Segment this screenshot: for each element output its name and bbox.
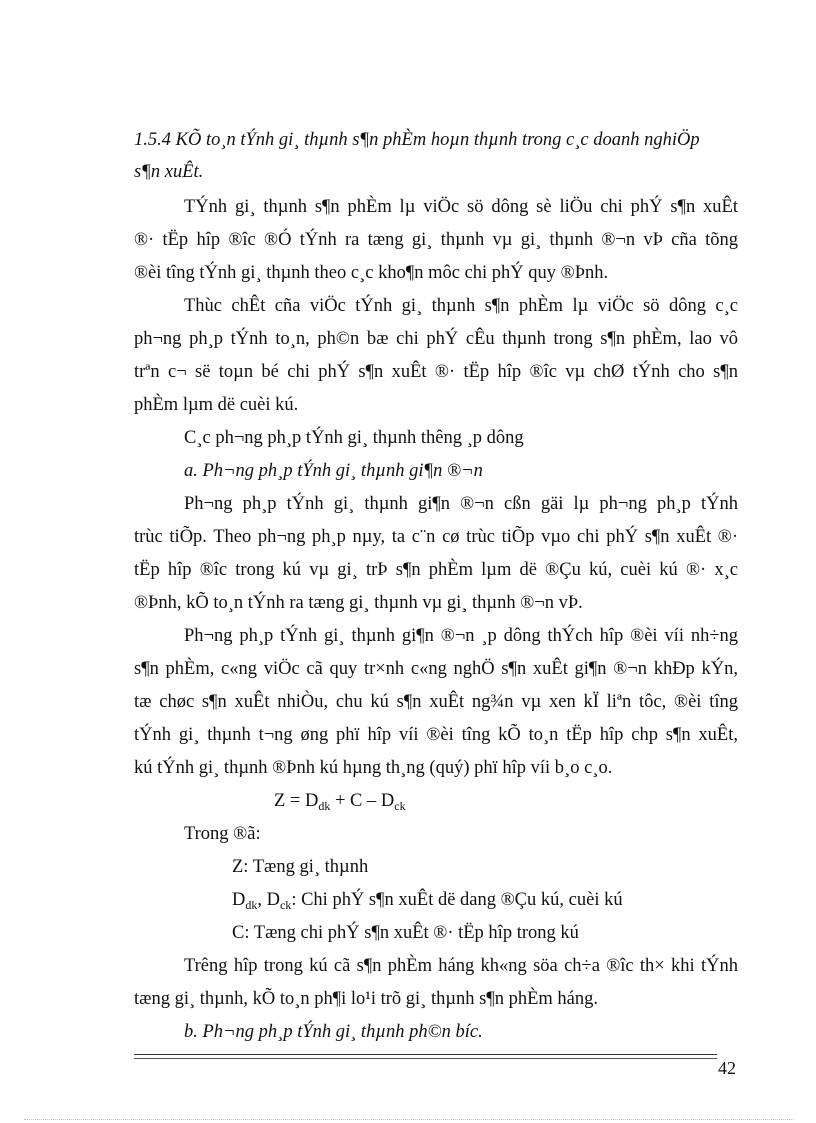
para2-line-4: phÈm lµm dë cuèi kú. [134,395,299,415]
para4-line-1: Ph¬ng ph¸p tÝnh gi¸ thµnh gi¶n ®¬n cßn gäi lµ ph¬ng ph¸p tÝnh [184,494,738,514]
para6-line-1: Trêng hîp trong kú cã s¶n phÈm háng kh«ng söa ch÷a ®îc th× khi tÝnh [184,956,738,976]
definition-c: C: Tæng chi phÝ s¶n xuÊt ®· tËp hîp trong kú [232,923,579,943]
footer-rule-top [134,1054,717,1055]
para6-line-2: tæng gi¸ thµnh, kÕ to¸n ph¶i lo¹i trõ gi¸ thµnh s¶n phÈm háng. [134,989,598,1009]
para1-line-2: ®· tËp hîp ®îc ®Ó tÝnh ra tæng gi¸ thµnh vµ gi¸ thµnh ®¬n vÞ cña tõng [134,230,738,250]
formula-mid: + C – D [330,791,395,811]
para5-line-4: tÝnh gi¸ thµnh t¬ng øng phï hîp víi ®èi tîng kÕ to¸n tËp hîp chp s¶n xuÊt, [134,725,738,745]
def-d-rest: : Chi phÝ s¶n xuÊt dë dang ®Çu kú, cuèi kú [291,890,623,910]
def-d-sep: , D [257,890,280,910]
para4-line-3: tËp hîp ®îc trong kú vµ gi¸ trÞ s¶n phÈm lµm dë ®Çu kú, cuèi kú ®· x¸c [134,560,738,580]
definition-z: Z: Tæng gi¸ thµnh [232,857,369,877]
para2-line-2: ph¬ng ph¸p tÝnh to¸n, ph©n bæ chi phÝ cÊu thµnh trong s¶n phÈm, lao vô [134,329,738,349]
para3-line: C¸c ph¬ng ph¸p tÝnh gi¸ thµnh thêng ¸p dông [184,428,524,448]
para5-line-1: Ph¬ng ph¸p tÝnh gi¸ thµnh gi¶n ®¬n ¸p dông thÝch hîp ®èi víi nh÷ng [184,626,738,646]
para2-line-1: Thùc chÊt cña viÖc tÝnh gi¸ thµnh s¶n phÈm lµ viÖc sö dông c¸c [184,296,738,316]
para5-line-2: s¶n phÈm, c«ng viÖc cã quy tr×nh c«ng nghÖ s¶n xuÊt gi¶n ®¬n khÐp kÝn, [134,659,738,679]
formula-sub-ck: ck [394,799,406,813]
def-d-sub-ck: ck [280,898,292,912]
para1-line-3: ®èi tîng tÝnh gi¸ thµnh theo c¸c kho¶n môc chi phÝ quy ®Þnh. [134,263,609,283]
section-heading-line-2: s¶n xuÊt. [134,162,204,182]
trong-do-label: Trong ®ã: [184,824,261,844]
subheading-b: b. Ph¬ng ph¸p tÝnh gi¸ thµnh ph©n bíc. [184,1022,483,1042]
def-d-main: D [232,890,246,910]
page-number: 42 [718,1058,736,1078]
definition-d [232,888,623,917]
formula [274,789,406,818]
page-edge-dotted-line [24,1119,794,1120]
para2-line-3: trªn c¬ së toµn bé chi phÝ s¶n xuÊt ®· tËp hîp ®îc vµ chØ tÝnh cho s¶n [134,362,738,382]
footer-rule-bottom [134,1058,717,1059]
section-heading-line-1: 1.5.4 KÕ to¸n tÝnh gi¸ thµnh s¶n phÈm hoµn thµnh trong c¸c doanh nghiÖp [134,130,700,150]
para4-line-2: trùc tiÕp. Theo ph¬ng ph¸p nµy, ta c¨n cø trùc tiÕp vµo chi phÝ s¶n xuÊt ®· [134,527,738,547]
formula-sub-dk: dk [318,799,331,813]
subheading-a: a. Ph¬ng ph¸p tÝnh gi¸ thµnh gi¶n ®¬n [184,461,483,481]
para5-line-5: kú tÝnh gi¸ thµnh ®Þnh kú hµng th¸ng (quý) phï hîp víi b¸o c¸o. [134,758,613,778]
para4-line-4: ®Þnh, kÕ to¸n tÝnh ra tæng gi¸ thµnh vµ gi¸ thµnh ®¬n vÞ. [134,593,583,613]
para5-line-3: tæ chøc s¶n xuÊt nhiÒu, chu kú s¶n xuÊt ng¾n vµ xen kÏ liªn tôc, ®èi tîng [134,692,738,712]
def-d-sub-dk: dk [245,898,258,912]
para1-line-1: TÝnh gi¸ thµnh s¶n phÈm lµ viÖc sö dông sè liÖu chi phÝ s¶n xuÊt [184,197,738,217]
formula-lhs: Z = D [274,791,319,811]
